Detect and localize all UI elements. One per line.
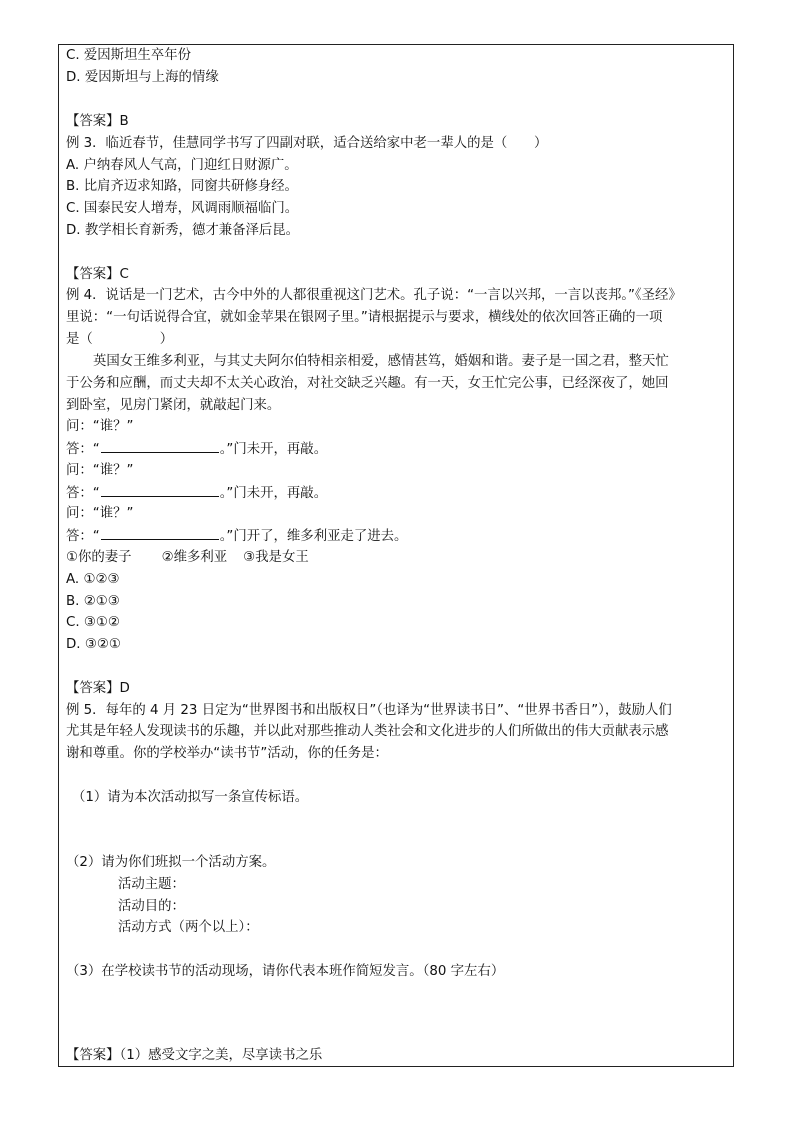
answer-prefix: 答：“ bbox=[66, 529, 100, 544]
answer-label: 【答案】D bbox=[66, 681, 130, 696]
option-d: D. 教学相长育新秀，德才兼备泽后昆。 bbox=[66, 223, 300, 238]
answer-prefix: 答：“ bbox=[66, 442, 100, 457]
fill-blank bbox=[101, 526, 219, 540]
option-b: B. ②①③ bbox=[66, 594, 120, 609]
option-d: D. 爱因斯坦与上海的情缘 bbox=[66, 70, 219, 85]
answer-label: 【答案】B bbox=[66, 114, 129, 129]
dialogue-answer-1 bbox=[66, 439, 327, 460]
question-5-line-1: 例 5．每年的 4 月 23 日定为“世界图书和出版权日”（也译为“世界读书日”、“世界书香日”），鼓励人们 bbox=[66, 703, 672, 718]
choice-2: ②维多利亚 bbox=[161, 550, 228, 565]
option-c: C. 国泰民安人增寿，风调雨顺福临门。 bbox=[66, 201, 299, 216]
question-5-line-3: 谢和尊重。你的学校举办“读书节”活动，你的任务是： bbox=[66, 746, 388, 761]
task-3: （3）在学校读书节的活动现场，请你代表本班作简短发言。（80 字左右） bbox=[66, 964, 505, 979]
option-a: A. 户纳春风人气高，门迎红日财源广。 bbox=[66, 158, 298, 173]
answer-suffix: 。”门未开，再敲。 bbox=[219, 442, 328, 457]
task-1: （1）请为本次活动拟写一条宣传标语。 bbox=[72, 790, 309, 805]
passage-line-1: 英国女王维多利亚，与其丈夫阿尔伯特相亲相爱，感情甚笃，婚姻和谐。妻子是一国之君，整天忙 bbox=[93, 354, 669, 369]
choice-1: ①你的妻子 bbox=[66, 550, 132, 565]
option-c: C. ③①② bbox=[66, 615, 120, 630]
question-3: 例 3．临近春节，佳慧同学书写了四副对联，适合送给家中老一辈人的是（ ） bbox=[66, 136, 548, 151]
question-5-line-2: 尤其是年轻人发现读书的乐趣，并以此对那些推动人类社会和文化进步的人们所做出的伟大贡献表示感 bbox=[66, 724, 669, 739]
option-b: B. 比肩齐迈求知路，同窗共研修身经。 bbox=[66, 179, 298, 194]
dialogue-answer-3 bbox=[66, 526, 407, 547]
question-4-line-1: 例 4．说话是一门艺术，古今中外的人都很重视这门艺术。孔子说：“一言以兴邦，一言以丧邦。”《圣经》 bbox=[66, 288, 682, 303]
dialogue-question: 问：“谁？” bbox=[66, 419, 134, 434]
answer-label: 【答案】（1）感受文字之美，尽享读书之乐 bbox=[66, 1048, 323, 1063]
question-4-line-3: 是（ ） bbox=[66, 332, 174, 347]
passage-line-2: 于公务和应酬，而丈夫却不太关心政治，对社交缺乏兴趣。有一天，女王忙完公事，已经深夜了，她回 bbox=[66, 376, 669, 391]
option-a: A. ①②③ bbox=[66, 572, 120, 587]
option-d: D. ③②① bbox=[66, 637, 121, 652]
dialogue-question: 问：“谁？” bbox=[66, 463, 134, 478]
dialogue-answer-2 bbox=[66, 483, 327, 504]
task-2: （2）请为你们班拟一个活动方案。 bbox=[66, 855, 276, 870]
choice-3: ③我是女王 bbox=[243, 550, 309, 565]
fill-blank bbox=[101, 439, 219, 453]
choice-items bbox=[66, 548, 309, 568]
answer-suffix: 。”门未开，再敲。 bbox=[219, 486, 328, 501]
passage-line-3: 到卧室，见房门紧闭，就敲起门来。 bbox=[66, 398, 281, 413]
plan-theme: 活动主题： bbox=[118, 877, 185, 892]
plan-purpose: 活动目的： bbox=[118, 899, 185, 914]
answer-label: 【答案】C bbox=[66, 267, 129, 282]
question-4-line-2: 里说：“一句话说得合宜，就如金苹果在银网子里。”请根据提示与要求，横线处的依次回答正确的一项 bbox=[66, 310, 663, 325]
answer-suffix: 。”门开了，维多利亚走了进去。 bbox=[219, 529, 408, 544]
answer-prefix: 答：“ bbox=[66, 486, 100, 501]
plan-method: 活动方式（两个以上）： bbox=[118, 920, 259, 935]
fill-blank bbox=[101, 483, 219, 497]
dialogue-question: 问：“谁？” bbox=[66, 506, 134, 521]
option-c: C. 爱因斯坦生卒年份 bbox=[66, 48, 191, 63]
